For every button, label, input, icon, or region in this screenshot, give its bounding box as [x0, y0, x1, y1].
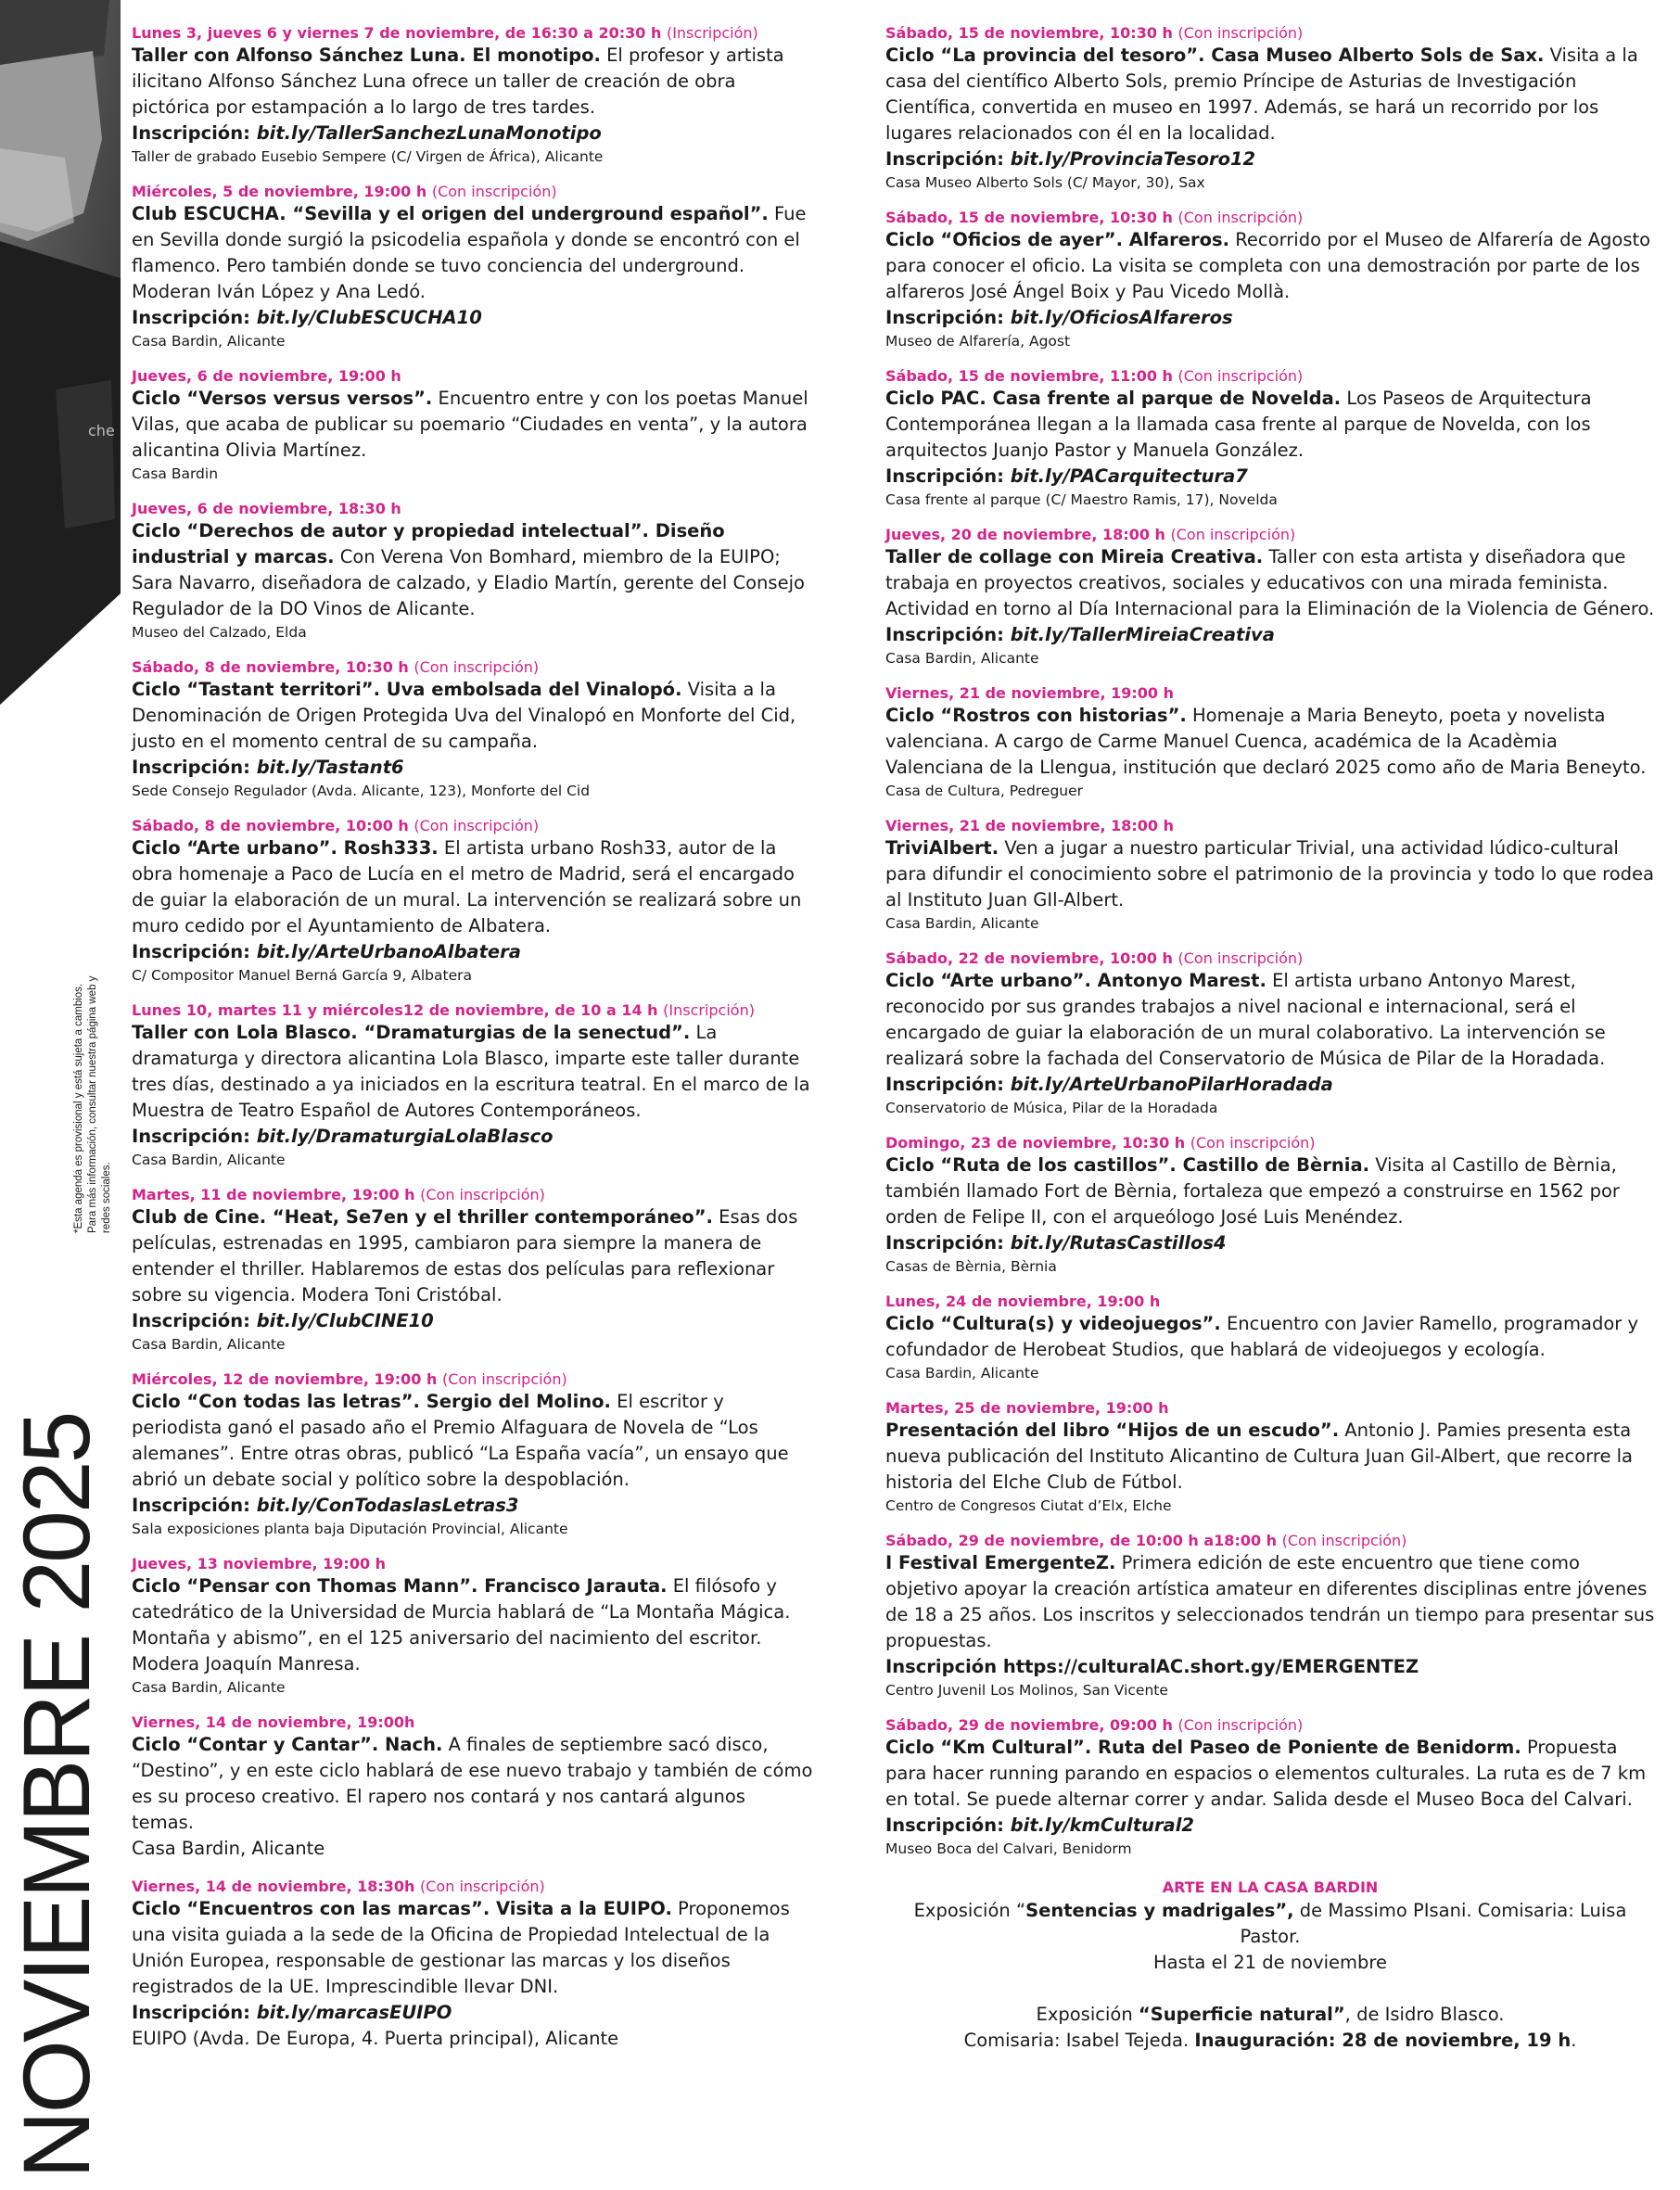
registration-note: (Con inscripción) — [414, 817, 540, 834]
event-item — [132, 1555, 813, 1698]
event-description — [885, 968, 1655, 1072]
event-description — [132, 518, 813, 622]
event-item — [132, 817, 813, 986]
event-text: La dramaturga y directora alicantina Lola Blasco, imparte este taller durante tres días, destinado a ya iniciados en la escritura teatral. En el marco de la Muestra de Teatro Español de Autores Contemporáneos. — [132, 1022, 810, 1121]
registration-label: Inscripción: — [132, 122, 250, 144]
right-events — [885, 24, 1655, 1859]
event-date — [132, 1878, 813, 1896]
event-item — [885, 1134, 1655, 1277]
event-description — [132, 1389, 813, 1493]
event-date — [132, 817, 813, 835]
registration-note: (Con inscripción) — [1177, 209, 1304, 226]
registration-note: (Con inscripción) — [1177, 949, 1304, 967]
event-location: C/ Compositor Manuel Berná García 9, Albatera — [132, 967, 472, 984]
registration-note: (Con inscripción) — [1170, 526, 1296, 543]
event-title: Ciclo “Cultura(s) y videojuegos”. — [885, 1313, 1221, 1334]
expo2-opening-date: Inauguración: 28 de noviembre, 19 h — [1194, 2030, 1572, 2051]
registration-label: Inscripción: — [885, 1074, 1004, 1095]
event-description — [132, 677, 813, 755]
event-date-text: Jueves, 6 de noviembre, 18:30 h — [132, 500, 401, 517]
event-location: Casa Bardin, Alicante — [132, 1838, 325, 1859]
event-date — [132, 500, 813, 518]
event-description — [132, 1020, 813, 1124]
right-column — [885, 24, 1655, 2054]
registration-line — [885, 1072, 1655, 1098]
event-text: Antonio J. Pamies presenta esta nueva publicación del Instituto Alicantino de Cultura Juan Gil-Albert, que recorre la historia del Elche Club de Fútbol. — [885, 1420, 1634, 1493]
event-location: Sala exposiciones planta baja Diputación Provincial, Alicante — [132, 1521, 568, 1537]
event-date-text: Sábado, 8 de noviembre, 10:30 h — [132, 658, 409, 676]
event-date-text: Jueves, 13 noviembre, 19:00 h — [132, 1555, 387, 1572]
event-text: Recorrido por el Museo de Alfarería de Agosto para conocer el oficio. La visita se completa con una demostración por parte de los alfareros José Ángel Boix y Pau Vicedo Mollà. — [885, 229, 1651, 302]
event-description — [885, 1550, 1655, 1654]
registration-link[interactable]: bit.ly/kmCultural2 — [1010, 1814, 1194, 1836]
event-location: Casa Bardin, Alicante — [885, 1365, 1039, 1381]
event-description — [885, 43, 1655, 146]
event-description — [132, 43, 813, 121]
event-item — [885, 209, 1655, 351]
event-location: Centro de Congresos Ciutat d’Elx, Elche — [885, 1497, 1172, 1514]
event-text: El escritor y periodista ganó el pasado año el Premio Alfaguara de Novela de “Los alemanes”. Entre otras obras, publicó “La España vacía”, un ensayo que abrió un debate social y político sobre la despoblación. — [132, 1391, 789, 1490]
event-title: Ciclo “Rostros con historias”. — [885, 705, 1187, 726]
event-location: Casa Bardin, Alicante — [132, 1336, 286, 1353]
registration-note: (Con inscripción) — [420, 1878, 545, 1895]
event-text: Encuentro con Javier Ramello, programador y cofundador de Herobeat Studios, que hablará de videojuegos y ecología. — [885, 1313, 1639, 1360]
event-date — [132, 367, 813, 386]
event-location: Casas de Bèrnia, Bèrnia — [885, 1258, 1057, 1275]
registration-note: (Con inscripción) — [420, 1186, 545, 1203]
event-item — [132, 1001, 813, 1170]
registration-link[interactable]: bit.ly/PACarquitectura7 — [1010, 465, 1248, 487]
event-text: El artista urbano Antonyo Marest, reconocido por sus grandes trabajos a nivel nacional e internacional, será el encargado de guiar la elaboración de un mural colaborativo. La intervención se realizará sobre la fachada del Conservatorio de Música de Pilar de la Horadada. — [885, 970, 1606, 1069]
event-date-text: Viernes, 21 de noviembre, 19:00 h — [885, 684, 1175, 702]
registration-note: (Con inscripción) — [414, 658, 540, 676]
event-location: Museo de Alfarería, Agost — [885, 333, 1071, 350]
event-item — [885, 817, 1655, 934]
event-text: Propuesta para hacer running parando en espacios o elementos culturales. La ruta es de 7 km en total. Se puede alternar correr y andar. Salida desde el Museo Boca del Calvari. — [885, 1737, 1647, 1810]
registration-link[interactable]: bit.ly/TallerMireiaCreativa — [1010, 624, 1275, 645]
event-title: Taller con Alfonso Sánchez Luna. El monotipo. — [132, 45, 601, 66]
event-text: Fue en Sevilla donde surgió la psicodelia española y donde se encontró con el flamenco. Pero también donde se tuvo conciencia del underground. Moderan Iván López y Ana Ledó. — [132, 203, 807, 302]
event-date-text: Miércoles, 12 de noviembre, 19:00 h — [132, 1370, 438, 1388]
event-description — [132, 1573, 813, 1677]
event-text: El filósofo y catedrático de la Universidad de Murcia hablará de “La Montaña Mágica. Montaña y abismo”, en el 125 aniversario del nacimiento del escritor. Modera Joaquín Manresa. — [132, 1575, 791, 1674]
event-date — [885, 1532, 1655, 1550]
expo1-title: Sentencias y madrigales”, — [1025, 1900, 1294, 1921]
event-text: Taller con esta artista y diseñadora que trabaja en proyectos creativos, sociales y educativos con una mirada feminista. Actividad en torno al Día Internacional para la Eliminación de la Violencia de Género. — [885, 546, 1655, 619]
registration-note: (Con inscripción) — [441, 1370, 567, 1388]
registration-link[interactable]: bit.ly/ArteUrbanoPilarHoradada — [1010, 1074, 1333, 1095]
event-description — [885, 1418, 1655, 1496]
event-date-text: Miércoles, 5 de noviembre, 19:00 h — [132, 183, 427, 200]
registration-label: Inscripción: — [132, 307, 250, 328]
event-title: TriviAlbert. — [885, 837, 999, 859]
event-text: Primera edición de este encuentro que tiene como objetivo apoyar la creación artística amateur en diferentes disciplinas entre jóvenes de 18 a 25 años. Los inscritos y seleccionados tendrán un tiempo para presentar sus propuestas. — [885, 1552, 1655, 1651]
registration-label: Inscripción — [885, 1656, 998, 1677]
event-date — [885, 1134, 1655, 1152]
registration-line — [885, 464, 1655, 490]
registration-link[interactable]: bit.ly/OficiosAlfareros — [1010, 307, 1233, 328]
event-text: Visita a la casa del científico Alberto Sols, premio Príncipe de Asturias de Investigación Científica, convertida en museo en 1997. Además, se hará un recorrido por los lugares relacionados con él en la localidad. — [885, 45, 1638, 144]
event-item — [132, 658, 813, 801]
event-text: El profesor y artista ilicitano Alfonso Sánchez Luna ofrece un taller de creación de obra pictórica por estampación a lo largo de tres tardes. — [132, 45, 784, 118]
event-date — [885, 1716, 1655, 1735]
event-text: Ven a jugar a nuestro particular Trivial, una actividad lúdico-cultural para difundir el conocimiento sobre el patrimonio de la provincia y todo lo que rodea al Instituto Juan GIl-Albert. — [885, 837, 1655, 910]
event-date-text: Sábado, 15 de noviembre, 10:30 h — [885, 209, 1173, 226]
registration-note: (Inscripción) — [663, 1001, 755, 1019]
event-date — [132, 1370, 813, 1389]
registration-link[interactable]: bit.ly/ClubESCUCHA10 — [256, 307, 482, 328]
event-location: Sede Consejo Regulador (Avda. Alicante, 123), Monforte del Cid — [132, 783, 591, 799]
event-location: Conservatorio de Música, Pilar de la Horadada — [885, 1100, 1218, 1116]
event-date-text: Sábado, 15 de noviembre, 11:00 h — [885, 367, 1173, 385]
registration-link[interactable]: bit.ly/DramaturgiaLolaBlasco — [256, 1126, 554, 1147]
registration-note: (Con inscripción) — [1281, 1532, 1407, 1549]
event-description — [885, 703, 1655, 781]
portrait-photo — [0, 0, 121, 705]
event-date-text: Lunes, 24 de noviembre, 19:00 h — [885, 1292, 1161, 1310]
arte-section — [885, 1878, 1655, 2054]
event-title: Ciclo “Derechos de autor y propiedad intelectual”. Diseño industrial y marcas. — [132, 520, 725, 567]
event-title: I Festival EmergenteZ. — [885, 1552, 1116, 1573]
registration-line — [885, 1654, 1655, 1680]
event-date — [132, 1555, 813, 1573]
event-location: Casa frente al parque (C/ Maestro Ramis, 17), Novelda — [885, 491, 1278, 508]
event-item — [885, 526, 1655, 668]
expo2-line: Exposición “Superficie natural”, de Isidro Blasco. — [1036, 2004, 1505, 2025]
event-description — [132, 1732, 813, 1836]
event-date-text: Viernes, 14 de noviembre, 19:00h — [132, 1713, 415, 1731]
registration-label: Inscripción: — [132, 2002, 250, 2023]
event-item — [132, 1878, 813, 2052]
registration-line — [885, 622, 1655, 648]
registration-label: Inscripción: — [132, 1495, 250, 1516]
event-title: Ciclo “Con todas las letras”. Sergio del Molino. — [132, 1391, 611, 1412]
registration-label: Inscripción: — [885, 307, 1004, 328]
event-title: Ciclo “Km Cultural”. Ruta del Paseo de Poniente de Benidorm. — [885, 1737, 1521, 1758]
event-date — [885, 24, 1655, 43]
registration-line — [132, 1124, 813, 1150]
event-date-text: Viernes, 21 de noviembre, 18:00 h — [885, 817, 1175, 834]
event-description — [885, 544, 1655, 622]
registration-line — [132, 755, 813, 781]
event-date-text: Martes, 11 de noviembre, 19:00 h — [132, 1186, 415, 1203]
event-date — [132, 1186, 813, 1204]
event-description — [885, 835, 1655, 913]
month-name: NOVIEMBRE — [4, 1636, 109, 2179]
registration-link[interactable]: https://culturalAC.short.gy/EMERGENTEZ — [1002, 1656, 1419, 1677]
event-item — [885, 367, 1655, 510]
event-title: Taller con Lola Blasco. “Dramaturgias de la senectud”. — [132, 1022, 691, 1043]
event-title: Ciclo “Versos versus versos”. — [132, 388, 433, 409]
event-date — [885, 367, 1655, 386]
event-description — [885, 386, 1655, 464]
event-location: Museo del Calzado, Elda — [132, 624, 307, 641]
registration-line — [885, 146, 1655, 172]
event-text: Con Verena Von Bomhard, miembro de la EUIPO; Sara Navarro, diseñadora de calzado, y Eladio Martín, gerente del Consejo Regulador de la DO Vinos de Alicante. — [132, 546, 805, 619]
event-date-text: Sábado, 29 de noviembre, 09:00 h — [885, 1716, 1173, 1734]
registration-label: Inscripción: — [885, 1814, 1004, 1836]
event-text: Homenaje a Maria Beneyto, poeta y novelista valenciana. A cargo de Carme Manuel Cuenca, académica de la Acadèmia Valenciana de la Llengua, institución que declaró 2025 como año de Maria Beneyto. — [885, 705, 1647, 778]
event-title: Ciclo “Oficios de ayer”. Alfareros. — [885, 229, 1230, 250]
event-item — [132, 24, 813, 167]
registration-note: (Con inscripción) — [1177, 24, 1304, 42]
event-date — [132, 1713, 813, 1732]
registration-note: (Inscripción) — [666, 24, 758, 42]
registration-label: Inscripción: — [132, 1310, 250, 1331]
event-item — [885, 684, 1655, 801]
registration-line — [132, 2000, 813, 2026]
event-item — [885, 1292, 1655, 1383]
expo2-opening: Comisaria: Isabel Tejeda. Inauguración: 28 de noviembre, 19 h. — [963, 2030, 1577, 2051]
left-column — [132, 24, 813, 2068]
event-description — [132, 1896, 813, 2000]
registration-label: Inscripción: — [885, 148, 1004, 170]
event-date-text: Sábado, 29 de noviembre, de 10:00 h a18:00 h — [885, 1532, 1278, 1549]
event-item — [885, 1716, 1655, 1859]
event-text: Visita al Castillo de Bèrnia, también llamado Fort de Bèrnia, fortaleza que empezó a construirse en 1562 por orden de Felipe II, con el arqueólogo José Luis Menéndez. — [885, 1154, 1620, 1228]
registration-label: Inscripción: — [132, 941, 250, 962]
event-location: Casa Bardin, Alicante — [132, 1679, 286, 1696]
event-title: Ciclo PAC. Casa frente al parque de Novelda. — [885, 388, 1342, 409]
event-date — [885, 949, 1655, 968]
event-description — [132, 1204, 813, 1308]
event-item — [885, 949, 1655, 1118]
registration-line — [885, 1813, 1655, 1839]
event-item — [132, 1370, 813, 1539]
event-date — [885, 817, 1655, 835]
event-title: Ciclo “Ruta de los castillos”. Castillo de Bèrnia. — [885, 1154, 1370, 1176]
event-date-text: Sábado, 8 de noviembre, 10:00 h — [132, 817, 409, 834]
registration-line — [885, 1230, 1655, 1256]
event-title: Ciclo “Pensar con Thomas Mann”. Francisco Jarauta. — [132, 1575, 668, 1597]
registration-link[interactable]: bit.ly/ProvinciaTesoro12 — [1010, 148, 1256, 170]
registration-label: Inscripción: — [885, 1232, 1004, 1254]
event-title: Ciclo “Arte urbano”. Antonyo Marest. — [885, 970, 1266, 991]
event-location: Casa Bardin, Alicante — [885, 650, 1039, 667]
registration-line — [132, 1493, 813, 1519]
event-location: Casa Bardin — [132, 465, 219, 482]
event-title: Club de Cine. “Heat, Se7en y el thriller contemporáneo”. — [132, 1206, 713, 1228]
registration-label: Inscripción: — [885, 465, 1004, 487]
registration-line — [132, 305, 813, 331]
event-item — [885, 1399, 1655, 1516]
event-date — [885, 209, 1655, 227]
event-text: Visita a la Denominación de Origen Protegida Uva del Vinalopó en Monforte del Cid, justo en el momento central de su campaña. — [132, 679, 796, 752]
event-date-text: Lunes 3, jueves 6 y viernes 7 de noviembre, de 16:30 a 20:30 h — [132, 24, 662, 42]
event-date-text: Jueves, 6 de noviembre, 19:00 h — [132, 367, 401, 385]
event-description — [132, 835, 813, 939]
registration-link[interactable]: bit.ly/Tastant6 — [256, 757, 404, 778]
year: 2025 — [4, 1413, 109, 1613]
event-date-text: Lunes 10, martes 11 y miércoles12 de noviembre, de 10 a 14 h — [132, 1001, 658, 1019]
event-item — [885, 24, 1655, 193]
event-date-text: Viernes, 14 de noviembre, 18:30h — [132, 1878, 415, 1895]
event-date — [132, 658, 813, 677]
event-description — [132, 201, 813, 305]
registration-link[interactable]: bit.ly/TallerSanchezLunaMonotipo — [256, 122, 602, 144]
event-item — [132, 183, 813, 351]
registration-note: (Con inscripción) — [1190, 1134, 1316, 1152]
event-text: Encuentro entre y con los poetas Manuel Vilas, que acaba de publicar su poemario “Ciudades en venta”, y la autora alicantina Olivia Martínez. — [132, 388, 808, 461]
registration-link[interactable]: bit.ly/ArteUrbanoAlbatera — [256, 941, 521, 962]
event-text: Proponemos una visita guiada a la sede de la Oficina de Propiedad Intelectual de la Unión Europea, responsable de gestionar las marcas y los diseños registrados de la UE. Imprescindible llevar DNI. — [132, 1898, 790, 1997]
event-location: Casa Museo Alberto Sols (C/ Mayor, 30), Sax — [885, 174, 1205, 191]
registration-line — [885, 305, 1655, 331]
registration-note: (Con inscripción) — [1177, 1716, 1304, 1734]
event-item — [132, 500, 813, 643]
event-description — [885, 1735, 1655, 1813]
event-date — [132, 1001, 813, 1020]
registration-line — [132, 121, 813, 146]
registration-link[interactable]: bit.ly/RutasCastillos4 — [1010, 1232, 1227, 1254]
event-title: Ciclo “Contar y Cantar”. Nach. — [132, 1734, 443, 1755]
event-text: A finales de septiembre sacó disco, “Destino”, y en este ciclo hablará de ese nuevo trabajo y también de cómo es su proceso creativo. El rapero nos contará y nos cantará algunos temas. — [132, 1734, 813, 1833]
event-title: Taller de collage con Mireia Creativa. — [885, 546, 1264, 567]
registration-label: Inscripción: — [885, 624, 1004, 645]
registration-note: (Con inscripción) — [1177, 367, 1304, 385]
event-location: Casa Bardin, Alicante — [885, 915, 1039, 932]
event-text: El artista urbano Rosh33, autor de la obra homenaje a Paco de Lucía en el metro de Madrid, será el encargado de guiar la elaboración de un mural. La intervención se realizará sobre un muro cedido por el Ayuntamiento de Albatera. — [132, 837, 802, 936]
expo1-dates: Hasta el 21 de noviembre — [1153, 1952, 1387, 1973]
registration-note: (Con inscripción) — [431, 183, 557, 200]
expo2-title: “Superficie natural” — [1138, 2004, 1345, 2025]
event-item — [132, 1713, 813, 1862]
registration-line — [132, 1308, 813, 1334]
event-item — [132, 1186, 813, 1355]
registration-link[interactable]: bit.ly/ClubCINE10 — [256, 1310, 434, 1331]
event-text: Esas dos películas, estrenadas en 1995, cambiaron para siempre la manera de entender el thriller. Hablaremos de estas dos películas para reflexionar sobre su vigencia. Modera Toni Cristóbal. — [132, 1206, 798, 1305]
registration-label: Inscripción: — [132, 1126, 250, 1147]
event-title: Ciclo “Tastant territori”. Uva embolsada del Vinalopó. — [132, 679, 682, 700]
event-item — [132, 367, 813, 484]
event-location: Casa Bardin, Alicante — [132, 333, 286, 350]
event-title: Ciclo “La provincia del tesoro”. Casa Museo Alberto Sols de Sax. — [885, 45, 1545, 66]
month-title — [4, 1413, 109, 2179]
event-title: Club ESCUCHA. “Sevilla y el origen del underground español”. — [132, 203, 769, 224]
registration-link[interactable]: bit.ly/marcasEUIPO — [256, 2002, 452, 2023]
event-description — [885, 1311, 1655, 1363]
event-location: Casa de Cultura, Pedreguer — [885, 783, 1084, 799]
event-date — [132, 24, 813, 43]
event-item — [885, 1532, 1655, 1700]
event-date — [885, 1292, 1655, 1311]
registration-label: Inscripción: — [132, 757, 250, 778]
event-location: EUIPO (Avda. De Europa, 4. Puerta principal), Alicante — [132, 2028, 619, 2049]
event-date-text: Domingo, 23 de noviembre, 10:30 h — [885, 1134, 1186, 1152]
event-date — [885, 1399, 1655, 1418]
expo1-line: Exposición “Sentencias y madrigales”, de Massimo PIsani. Comisaria: Luisa Pastor. — [913, 1900, 1627, 1947]
event-title: Presentación del libro “Hijos de un escudo”. — [885, 1420, 1340, 1441]
svg-text:che: che — [88, 422, 115, 439]
event-description — [132, 386, 813, 464]
event-date-text: Martes, 25 de noviembre, 19:00 h — [885, 1399, 1169, 1417]
event-location: Taller de grabado Eusebio Sempere (C/ Virgen de África), Alicante — [132, 148, 604, 165]
event-location: Casa Bardin, Alicante — [132, 1152, 286, 1168]
event-description — [885, 1152, 1655, 1230]
event-description — [885, 227, 1655, 305]
event-date-text: Sábado, 15 de noviembre, 10:30 h — [885, 24, 1173, 42]
event-date — [885, 526, 1655, 544]
event-text: Los Paseos de Arquitectura Contemporánea llegan a la llamada casa frente al parque de Novelda, con los arquitectos Juanjo Pastor y Manuela González. — [885, 388, 1592, 461]
registration-link[interactable]: bit.ly/ConTodaslasLetras3 — [256, 1495, 519, 1516]
event-date-text: Jueves, 20 de noviembre, 18:00 h — [885, 526, 1165, 543]
event-date-text: Sábado, 22 de noviembre, 10:00 h — [885, 949, 1173, 967]
event-date — [885, 684, 1655, 703]
event-date — [132, 183, 813, 201]
event-location: Museo Boca del Calvari, Benidorm — [885, 1840, 1132, 1857]
event-location: Centro Juvenil Los Molinos, San Vicente — [885, 1682, 1168, 1699]
event-title: Ciclo “Arte urbano”. Rosh333. — [132, 837, 439, 859]
arte-heading: ARTE EN LA CASA BARDIN — [1162, 1878, 1379, 1896]
registration-line — [132, 939, 813, 965]
event-title: Ciclo “Encuentros con las marcas”. Visita a la EUIPO. — [132, 1898, 672, 1919]
disclaimer-note: *Esta agenda es provisional y está sujeta a cambios. Para más información, consultar nuestra página web y redes sociales. — [73, 975, 112, 1233]
